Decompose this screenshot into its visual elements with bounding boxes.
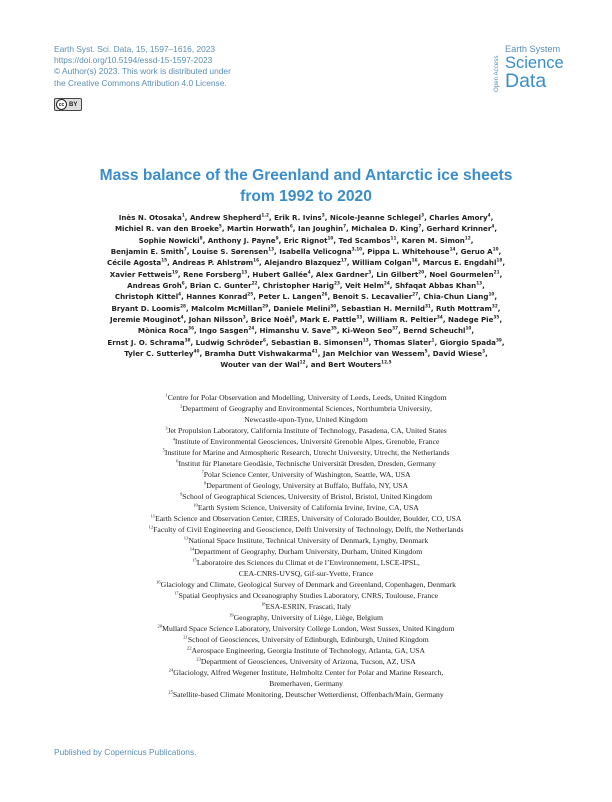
affiliation-line: $^{20}$Mullard Space Science Laboratory, University College London, West Sussex, United Kingdom — [157, 623, 455, 633]
affiliation-line: $^9$School of Geographical Sciences, University of Bristol, Bristol, United Kingdom — [179, 491, 433, 501]
cc-icon: cc — [56, 99, 67, 110]
author-line: Wouter van der Wal$^{12}$, and Bert Wouters$^{12,5}$ — [220, 360, 392, 370]
paper-title — [54, 166, 558, 207]
affiliation-line: $^{25}$Satellite-based Climate Monitoring, Deutscher Wetterdienst, Offenbach/Main, Germany — [168, 689, 444, 699]
affiliation-line: $^{24}$Glaciology, Alfred Wegener Institute, Helmholtz Center for Polar and Marine Research, — [168, 667, 444, 677]
author-line: Tyler C. Sutterley$^{40}$, Bramha Dutt Vishwakarma$^{41}$, Jan Melchior van Wessem$^5$, David Wiese$^3$, — [124, 349, 488, 359]
affiliation-line: $^{21}$School of Geosciences, University of Edinburgh, Edinburgh, United Kingdom — [183, 634, 429, 644]
affiliation-line: $^{16}$Glaciology and Climate, Geological Survey of Denmark and Greenland, Copenhagen, Denmark — [156, 579, 456, 589]
affiliation-line: $^5$Institute for Marine and Atmospheric Research, Utrecht University, Utrecht, the Netherlands — [162, 447, 450, 457]
logo-line-data: Data — [505, 70, 547, 92]
affiliation-line: $^{17}$Spatial Geophysics and Oceanography Studies Laboratory, CNRS, Toulouse, France — [173, 590, 439, 600]
affiliation-line: $^{14}$Department of Geography, Durham University, Durham, United Kingdom — [189, 546, 423, 556]
title-line-2: from 1992 to 2020 — [240, 187, 372, 205]
affiliation-line: Newcastle-upon-Tyne, United Kingdom — [244, 415, 368, 424]
journal-citation: Earth Syst. Sci. Data, 15, 1597–1616, 2023 — [54, 44, 216, 54]
affiliation-line: $^{12}$Faculty of Civil Engineering and Geoscience, Delft University of Technology, Delft, the Netherlands — [148, 524, 464, 534]
affiliation-line: $^4$Institute of Environmental Geosciences, Université Grenoble Alpes, Grenoble, France — [172, 436, 440, 446]
author-line: Bryant D. Loomis$^{28}$, Malcolm McMillan$^{29}$, Daniele Melini$^{30}$, Sebastian H. Mernild$^{31}$, Ruth Mottram$^{32}$, — [111, 303, 501, 313]
affiliation-line: $^7$Polar Science Center, University of Washington, Seattle, WA, USA — [201, 469, 411, 479]
journal-logo — [493, 44, 583, 96]
affiliation-line: $^{11}$Earth Science and Observation Center, CIRES, University of Colorado Boulder, Boulder, CO, USA — [150, 513, 462, 523]
affiliation-line: $^{19}$Geography, University of Liège, Liège, Belgium — [229, 612, 383, 622]
cc-by-license-icon[interactable] — [54, 98, 82, 111]
affiliation-line: $^8$Department of Geology, University at Buffalo, Buffalo, NY, USA — [203, 480, 409, 490]
title-line-1: Mass balance of the Greenland and Antarctic ice sheets — [99, 167, 513, 184]
affiliation-list — [66, 392, 546, 700]
author-line: Andreas Groh$^6$, Brian C. Gunter$^{22}$, Christopher Harig$^{23}$, Veit Helm$^{24}$, Shfaqat Abbas Khan$^{13}$, — [127, 281, 485, 291]
logo-line-earth-system: Earth System — [505, 44, 561, 54]
affiliation-line: $^{10}$Earth System Science, University of California Irvine, Irvine, CA, USA — [193, 502, 419, 512]
affiliation-line: $^{22}$Aerospace Engineering, Georgia Institute of Technology, Atlanta, GA, USA — [186, 645, 426, 655]
author-line: Inès N. Otosaka$^1$, Andrew Shepherd$^{1,2}$, Erik R. Ivins$^3$, Nicole-Jeanne Schlegel$^3$, Charles Amory$^4$, — [118, 213, 494, 222]
author-list — [78, 212, 534, 371]
author-line: Xavier Fettweis$^{19}$, Rene Forsberg$^{13}$, Hubert Gallée$^4$, Alex Gardner$^3$, Lin Gilbert$^{20}$, Noel Gourmelen$^{21}$, — [109, 269, 503, 279]
affiliation-line: $^2$Department of Geography and Environmental Sciences, Northumbria University, — [180, 403, 432, 413]
affiliation-line: $^{13}$National Space Institute, Technical University of Denmark, Lyngby, Denmark — [183, 535, 429, 545]
affiliation-line: $^{15}$Laboratoire des Sciences du Climat et de l’Environnement, LSCE-IPSL, — [192, 557, 420, 567]
author-line: Mònica Roca$^{36}$, Ingo Sasgen$^{24}$, Himanshu V. Save$^{35}$, Ki-Weon Seo$^{37}$, Bernd Scheuchl$^{10}$, — [137, 326, 475, 336]
license-line: the Creative Commons Attribution 4.0 License. — [54, 77, 227, 88]
author-line: Christoph Kittel$^4$, Hannes Konrad$^{25}$, Peter L. Langen$^{26}$, Benoit S. Lecavalier$^{27}$, Chia-Chun Liang$^{10}$, — [114, 292, 498, 302]
logo-line-science: Science — [505, 54, 564, 72]
author-line: Sophie Nowicki$^8$, Anthony J. Payne$^9$, Eric Rignot$^{10}$, Ted Scambos$^{11}$, Karen M. Simon$^{12}$, — [138, 235, 474, 245]
author-line: Michiel R. van den Broeke$^5$, Martin Horwath$^6$, Ian Joughin$^7$, Michalea D. King$^7$, Gerhard Krinner$^4$, — [114, 224, 498, 234]
author-line: Jeremie Mouginot$^4$, Johan Nilsson$^3$, Brice Noël$^5$, Mark E. Pattle$^{33}$, William R. Peltier$^{34}$, Nadege Pie$^{35}$, — [109, 315, 503, 325]
doi-link[interactable]: https://doi.org/10.5194/essd-15-1597-2023 — [54, 55, 213, 66]
affiliation-line: $^3$Jet Propulsion Laboratory, California Institute of Technology, Pasadena, CA, United States — [165, 425, 447, 435]
affiliation-line: $^{23}$Department of Geosciences, University of Arizona, Tucson, AZ, USA — [196, 656, 416, 666]
affiliation-line: CEA-CNRS-UVSQ, Gif-sur-Yvette, France — [238, 569, 374, 578]
author-line: Cécile Agosta$^{15}$, Andreas P. Ahlstrøm$^{16}$, Alejandro Blazquez$^{17}$, William Colgan$^{16}$, Marcus E. Engdahl$^{18}$, — [106, 258, 506, 268]
author-line: Ernst J. O. Schrama$^{38}$, Ludwig Schröder$^6$, Sebastian B. Simonsen$^{13}$, Thomas Slater$^1$, Giorgio Spada$^{39}$, — [107, 337, 505, 347]
affiliation-line: $^{18}$ESA-ESRIN, Frascati, Italy — [260, 601, 351, 611]
affiliation-line: $^1$Centre for Polar Observation and Modelling, University of Leeds, Leeds, United Kingdom — [165, 392, 447, 402]
author-line: Benjamin E. Smith$^7$, Louise S. Sørensen$^{13}$, Isabella Velicogna$^{3,10}$, Pippa L. Whitehouse$^{14}$, Geruo $A^{10}$, — [110, 247, 502, 257]
affiliation-line: Bremerhaven, Germany — [269, 679, 343, 688]
journal-header — [54, 44, 231, 89]
copyright-line: © Author(s) 2023. This work is distributed under — [54, 66, 231, 77]
open-access-label: Open Access — [493, 55, 500, 92]
affiliation-line: $^6$Institut für Planetare Geodäsie, Technische Universität Dresden, Dresden, Germany — [176, 458, 436, 468]
by-icon: BY — [69, 101, 78, 108]
publisher-footer: Published by Copernicus Publications. — [54, 747, 197, 757]
